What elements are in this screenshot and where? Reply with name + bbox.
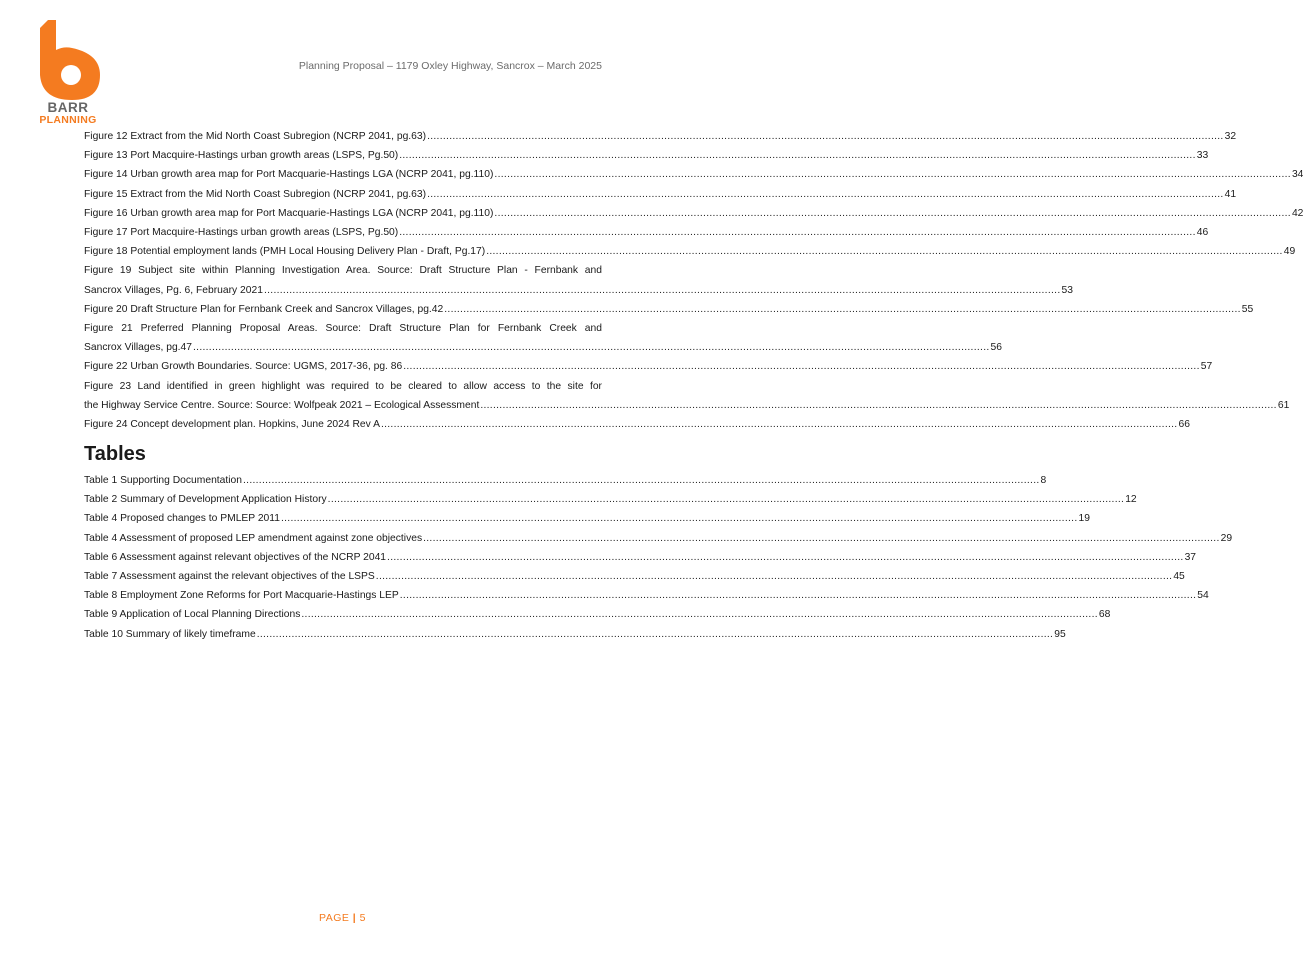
- leader-dots: [399, 223, 1196, 242]
- figure-entry[interactable]: [84, 204, 1303, 223]
- table-entry[interactable]: [84, 605, 1111, 624]
- figure-entry[interactable]: [84, 338, 1002, 357]
- leader-dots: [301, 605, 1098, 624]
- table-entry[interactable]: [84, 567, 1185, 586]
- table-entry[interactable]: [84, 586, 1209, 605]
- list-of-figures: [84, 127, 1303, 434]
- table-title: Table 4 Assessment of proposed LEP amendment against zone objectives: [84, 532, 423, 544]
- page-number: 56: [990, 342, 1002, 354]
- footer-page-label: PAGE: [318, 912, 350, 924]
- leader-dots: [243, 471, 1040, 490]
- leader-dots: [444, 300, 1241, 319]
- page-number: 41: [1224, 188, 1237, 200]
- page-number: 54: [1197, 590, 1209, 602]
- table-title: Table 9 Application of Local Planning Directions: [84, 609, 301, 621]
- page-number: 49: [1283, 246, 1296, 258]
- page-number: 66: [1178, 419, 1190, 431]
- figure-entry[interactable]: [84, 223, 1209, 242]
- figure-entry[interactable]: [84, 415, 1190, 434]
- figure-entry[interactable]: [84, 165, 1303, 184]
- page-number: 45: [1173, 571, 1185, 583]
- leader-dots: [427, 185, 1224, 204]
- page-number: 32: [1224, 131, 1237, 142]
- leader-dots: [494, 165, 1291, 184]
- figure-title: Figure 17 Port Macquire-Hastings urban growth areas (LSPS, Pg.50): [84, 227, 399, 239]
- figure-title-first-line[interactable]: Figure 21 Preferred Planning Proposal Areas. Source: Draft Structure Plan for Fernbank Creek and: [84, 323, 602, 335]
- leader-dots: [480, 396, 1277, 415]
- page-number: 95: [1054, 628, 1066, 640]
- leader-dots: [486, 242, 1283, 261]
- table-title: Table 4 Proposed changes to PMLEP 2011: [84, 513, 280, 525]
- leader-dots: [399, 146, 1196, 165]
- page-number: 61: [1277, 399, 1290, 411]
- page-number: 37: [1184, 551, 1197, 563]
- table-entry[interactable]: [84, 529, 1233, 548]
- table-entry[interactable]: [84, 471, 1047, 490]
- page-footer: [0, 912, 685, 924]
- leader-dots: [400, 586, 1197, 605]
- figure-title: Sancrox Villages, Pg. 6, February 2021: [84, 284, 263, 296]
- page-number: 42: [1291, 207, 1303, 219]
- table-entry[interactable]: [84, 625, 1066, 644]
- figure-entry[interactable]: [84, 185, 1237, 204]
- table-title: Table 10 Summary of likely timeframe: [84, 628, 256, 640]
- page-number: 57: [1200, 361, 1213, 373]
- figure-entry[interactable]: [84, 242, 1296, 261]
- table-title: Table 8 Employment Zone Reforms for Port Macquarie-Hastings LEP: [84, 590, 399, 602]
- figure-title: Figure 18 Potential employment lands (PMH Local Housing Delivery Plan - Draft, Pg.17): [84, 246, 486, 258]
- barr-planning-logo: [34, 20, 106, 126]
- logo-barr-text: BARR: [47, 100, 89, 115]
- page-number: 33: [1196, 150, 1209, 162]
- leader-dots: [376, 567, 1173, 586]
- table-title: Table 7 Assessment against the relevant objectives of the LSPS: [84, 571, 375, 583]
- page-number: 29: [1220, 532, 1233, 544]
- table-title: Table 1 Supporting Documentation: [84, 475, 242, 486]
- figure-title: Figure 22 Urban Growth Boundaries. Source: UGMS, 2017-36, pg. 86: [84, 361, 403, 373]
- figure-title: Figure 12 Extract from the Mid North Coast Subregion (NCRP 2041, pg.63): [84, 131, 427, 142]
- leader-dots: [387, 548, 1184, 567]
- figure-title: Figure 16 Urban growth area map for Port Macquarie-Hastings LGA (NCRP 2041, pg.110): [84, 207, 494, 219]
- leader-dots: [281, 509, 1078, 528]
- figure-title: Figure 15 Extract from the Mid North Coast Subregion (NCRP 2041, pg.63): [84, 188, 427, 200]
- table-entry[interactable]: [84, 509, 1090, 528]
- leader-dots: [427, 127, 1224, 146]
- logo-planning-text: PLANNING: [39, 114, 97, 126]
- leader-dots: [403, 357, 1200, 376]
- list-of-tables: [84, 471, 1233, 644]
- table-entry[interactable]: [84, 548, 1197, 567]
- figure-title: Figure 13 Port Macquire-Hastings urban growth areas (LSPS, Pg.50): [84, 150, 399, 162]
- figure-entry[interactable]: [84, 146, 1209, 165]
- footer-separator: |: [352, 912, 357, 924]
- figure-title: Figure 20 Draft Structure Plan for Fernbank Creek and Sancrox Villages, pg.42: [84, 303, 444, 315]
- page-number: 12: [1125, 494, 1137, 506]
- leader-dots: [381, 415, 1178, 434]
- figure-title-first-line[interactable]: Figure 23 Land identified in green highlight was required to be cleared to allow access to the site for: [84, 380, 602, 392]
- leader-dots: [328, 490, 1125, 509]
- table-title: Table 2 Summary of Development Application History: [84, 494, 327, 506]
- figure-entry[interactable]: [84, 127, 1237, 146]
- figure-title: Sancrox Villages, pg.47: [84, 342, 192, 354]
- page-number: 55: [1241, 303, 1254, 315]
- figure-entry[interactable]: [84, 300, 1254, 319]
- page-number: 68: [1098, 609, 1111, 621]
- figure-title: Figure 24 Concept development plan. Hopkins, June 2024 Rev A: [84, 419, 380, 431]
- figure-title-first-line[interactable]: Figure 19 Subject site within Planning Investigation Area. Source: Draft Structure Plan - Fernbank and: [84, 265, 602, 277]
- figure-entry[interactable]: [84, 396, 1290, 415]
- figure-entry[interactable]: [84, 281, 1073, 300]
- page-number: 8: [1040, 475, 1047, 486]
- leader-dots: [257, 625, 1054, 644]
- figure-title: Figure 14 Urban growth area map for Port Macquarie-Hastings LGA (NCRP 2041, pg.110): [84, 169, 494, 181]
- logo-wordmark: [34, 102, 102, 126]
- figure-title: the Highway Service Centre. Source: Source: Wolfpeak 2021 – Ecological Assessment: [84, 399, 480, 411]
- tables-heading: Tables: [84, 443, 146, 465]
- barr-b-logo-icon: [34, 20, 102, 102]
- page-number: 19: [1078, 513, 1090, 525]
- table-entry[interactable]: [84, 490, 1137, 509]
- leader-dots: [264, 281, 1061, 300]
- page-number: 53: [1061, 284, 1073, 296]
- leader-dots: [423, 529, 1220, 548]
- leader-dots: [494, 204, 1291, 223]
- page-number: 34: [1291, 169, 1303, 181]
- leader-dots: [193, 338, 990, 357]
- footer-page-number: 5: [359, 912, 367, 924]
- document-header-title: Planning Proposal – 1179 Oxley Highway, Sancrox – March 2025: [298, 60, 602, 72]
- table-title: Table 6 Assessment against relevant objectives of the NCRP 2041: [84, 551, 387, 563]
- page-number: 46: [1196, 227, 1209, 239]
- figure-entry[interactable]: [84, 357, 1213, 376]
